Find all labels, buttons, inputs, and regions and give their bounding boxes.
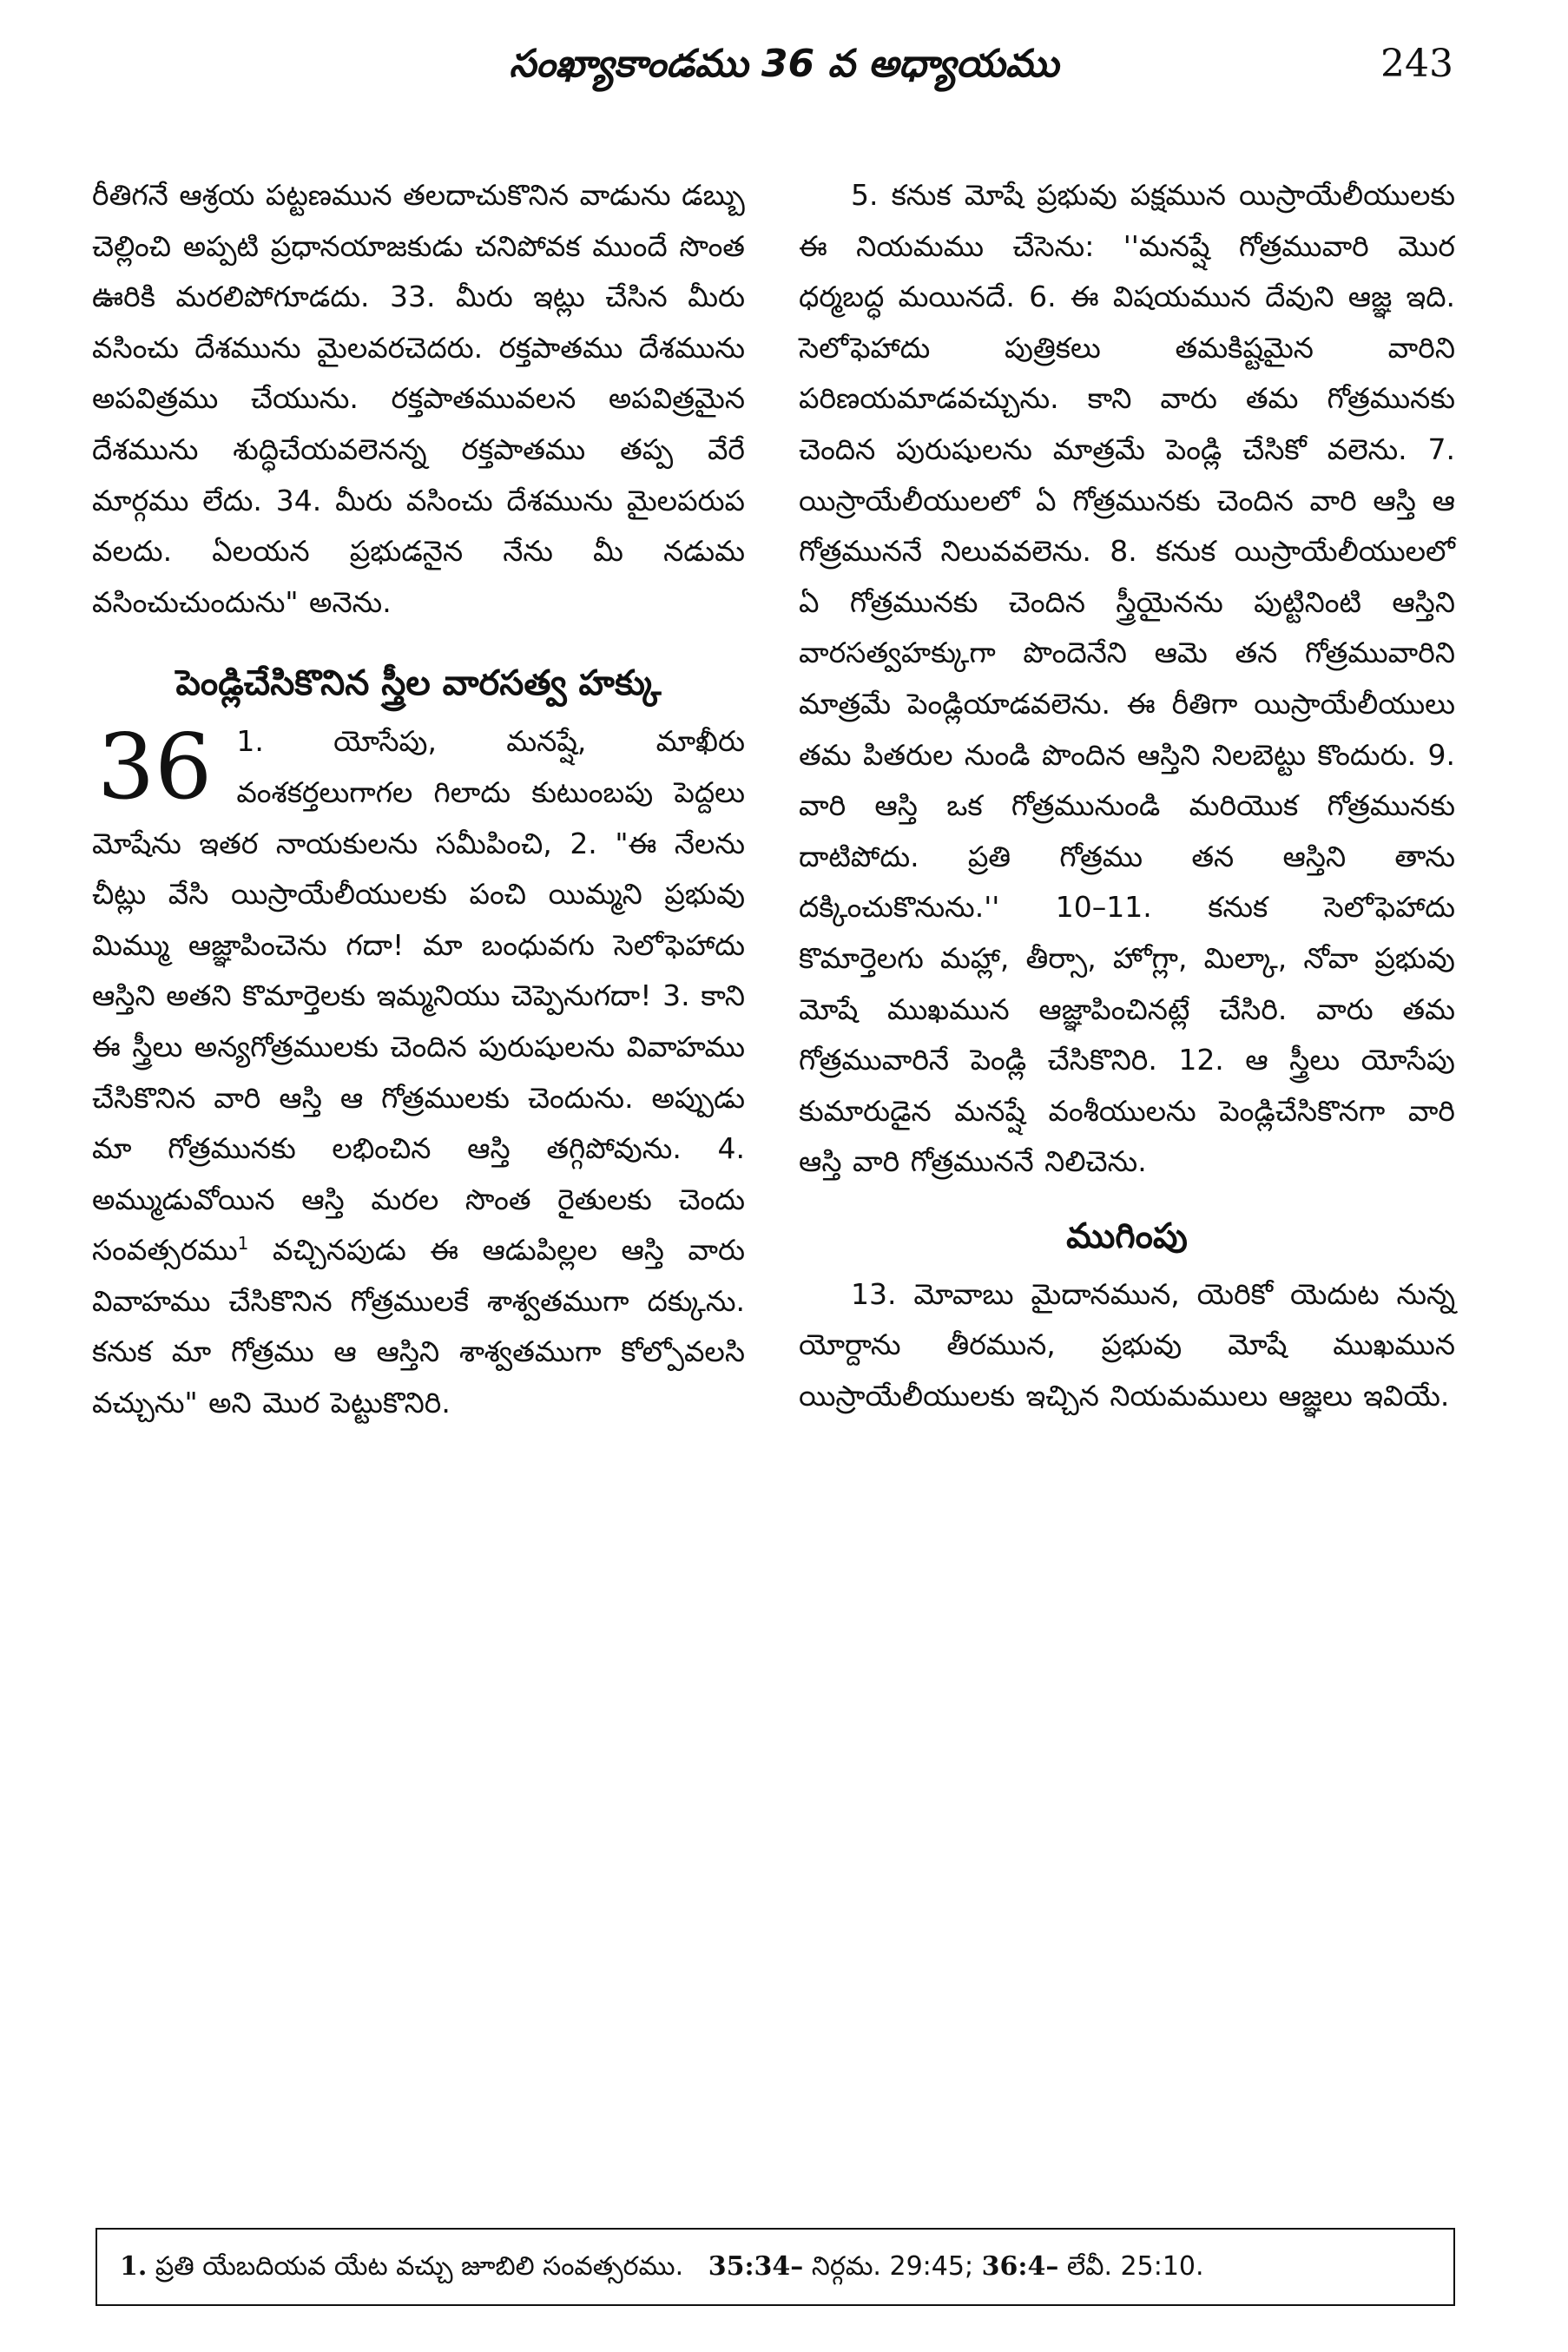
cross-ref-1-text: నిర్గమ. 29:45; xyxy=(811,2251,974,2282)
footnote-text: ప్రతి యేబదియవ యేట వచ్చు జూబిలి సంవత్సరము. xyxy=(155,2251,684,2282)
left-column xyxy=(92,170,745,1429)
footnote-number: 1. xyxy=(120,2251,148,2282)
left-paragraph-2-part-b: వచ్చినపుడు ఈ ఆడుపిల్లల ఆస్తి వారు వివాహము చేసికొనిన గోత్రములకే శాశ్వతముగా దక్కును. కనుక మా గోత్రము ఆ ఆస్తిని శాశ్వతముగా కోల్పోవలసి వచ్చును" అని మొర పెట్టుకొనిరి. xyxy=(92,1233,745,1420)
page-number: 243 xyxy=(1380,42,1453,86)
section-heading-conclusion: ముగింపు xyxy=(1066,1216,1188,1256)
running-head: సంఖ్యాకాండము 36 వ అధ్యాయము xyxy=(509,42,1059,86)
right-column xyxy=(799,170,1455,1422)
right-paragraph-1: 5. కనుక మోషే ప్రభువు పక్షమున యిస్రాయేలీయులకు ఈ నియమము చేసెను: ''మనష్షే గోత్రమువారి మొర ధర్మబద్ధ మయినదే. 6. ఈ విషయమున దేవుని ఆజ్ఞ ఇది. సెలోఫెహాదు పుత్రికలు తమకిష్టమైన వారిని పరిణయమాడవచ్చును. కాని వారు తమ గోత్రమునకు చెందిన పురుషులను మాత్రమే పెండ్లి చేసికో వలెను. 7. యిస్రాయేలీయులలో ఏ గోత్రమునకు చెందిన వారి ఆస్తి ఆ గోత్రముననే నిలువవలెను. 8. కనుక యిస్రాయేలీయులలో ఏ గోత్రమునకు చెందిన స్త్రీయైనను పుట్టినింటి ఆస్తిని వారసత్వహక్కుగా పొందెనేని ఆమె తన గోత్రమువారిని మాత్రమే పెండ్లియాడవలెను. ఈ రీతిగా యిస్రాయేలీయులు తమ పితరుల నుండి పొందిన ఆస్తిని నిలబెట్టు కొందురు. 9. వారి ఆస్తి ఒక గోత్రమునుండి మరియొక గోత్రమునకు దాటిపోదు. ప్రతి గోత్రము తన ఆస్తిని తాను దక్కించుకొనును.'' 10–11. కనుక సెలోఫెహాదు కొమార్తెలగు మహ్లా, తీర్సా, హోగ్లా, మిల్కా, నోవా ప్రభువు మోషే ముఖమున ఆజ్ఞాపించినట్లే చేసిరి. వారు తమ గోత్రమువారినే పెండ్లి చేసికొనిరి. 12. ఆ స్త్రీలు యోసేపు కుమారుడైన మనష్షే వంశీయులను పెండ్లిచేసికొనగా వారి ఆస్తి వారి గోత్రముననే నిలిచెను. xyxy=(799,178,1455,1179)
section-heading-inheritance: పెండ్లిచేసికొనిన స్త్రీల వారసత్వ హక్కు xyxy=(175,663,662,704)
page-header xyxy=(0,42,1568,111)
footnote-box xyxy=(96,2228,1455,2306)
cross-ref-1-label: 35:34– xyxy=(708,2251,804,2282)
left-paragraph-2 xyxy=(92,716,745,1428)
chapter-number: 36 xyxy=(97,714,213,820)
footnote-marker: 1 xyxy=(237,1233,249,1255)
chapter-36-block xyxy=(92,716,745,1428)
right-paragraph-2: 13. మోవాబు మైదానమున, యెరికో యెదుట నున్న యోర్దాను తీరమున, ప్రభువు మోషే ముఖమున యిస్రాయేలీయులకు ఇచ్చిన నియమములు ఆజ్ఞలు ఇవియే. xyxy=(799,1276,1455,1413)
cross-ref-2-label: 36:4– xyxy=(981,2251,1059,2282)
cross-ref-2-text: లేవీ. 25:10. xyxy=(1066,2251,1204,2282)
left-paragraph-2-part-a: 1. యోసేపు, మనష్షే, మాఖీరు వంశకర్తలుగాగల గిలాదు కుటుంబపు పెద్దలు మోషేను ఇతర నాయకులను సమీపించి, 2. "ఈ నేలను చీట్లు వేసి యిస్రాయేలీయులకు పంచి యిమ్మని ప్రభువు మిమ్ము ఆజ్ఞాపించెను గదా! మా బంధువగు సెలోఫెహాదు ఆస్తిని అతని కొమార్తెలకు ఇమ్మనియు చెప్పెనుగదా! 3. కాని ఈ స్త్రీలు అన్యగోత్రములకు చెందిన పురుషులను వివాహము చేసికొనిన వారి ఆస్తి ఆ గోత్రములకు చెందును. అప్పుడు మా గోత్రమునకు లభించిన ఆస్తి తగ్గిపోవును. 4. అమ్ముడువోయిన ఆస్తి మరల సొంత రైతులకు చెందు సంవత్సరము xyxy=(92,724,745,1268)
left-paragraph-1: రీతిగనే ఆశ్రయ పట్టణమున తలదాచుకొనిన వాడును డబ్బు చెల్లించి అప్పటి ప్రధానయాజకుడు చనిపోవక ముందే సొంత ఊరికి మరలిపోగూడదు. 33. మీరు ఇట్లు చేసిన మీరు వసించు దేశమును మైలవరచెదరు. రక్తపాతము దేశమును అపవిత్రము చేయును. రక్తపాతమువలన అపవిత్రమైన దేశమును శుద్ధిచేయవలెనన్న రక్తపాతము తప్ప వేరే మార్గము లేదు. 34. మీరు వసించు దేశమును మైలపరుప వలదు. ఏలయన ప్రభుడనైన నేను మీ నడుమ వసించుచుందును" అనెను. xyxy=(92,178,745,619)
